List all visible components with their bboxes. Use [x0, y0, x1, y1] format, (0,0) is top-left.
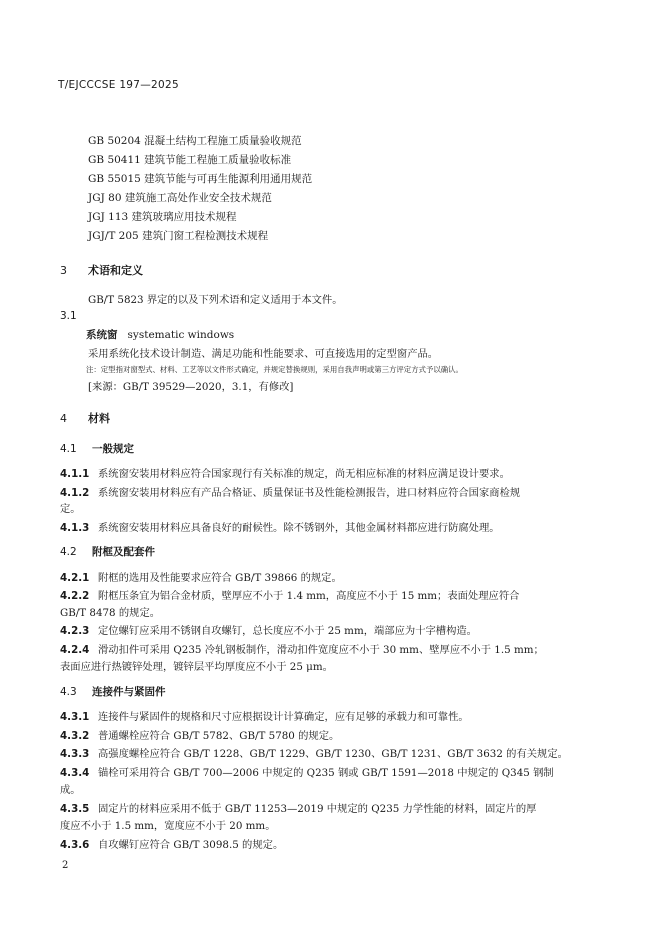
page-number: 2	[62, 860, 69, 871]
clause-4-3-5	[60, 800, 536, 815]
clause-text: 系统窗安装用材料应有产品合格证、质量保证书及性能检测报告，进口材料应符合国家商检规	[98, 487, 521, 499]
clause-number: 4.2.2	[60, 590, 90, 602]
clause-number: 4.3.3	[60, 748, 90, 760]
clause-4-2-2	[60, 587, 519, 602]
reference-item: JGJ 80 建筑施工高处作业安全技术规范	[88, 192, 272, 204]
clause-number: 4.2.3	[60, 625, 90, 637]
term-en: systematic windows	[127, 329, 235, 341]
term-zh: 系统窗	[86, 329, 118, 341]
document-id: T/EJCCCSE 197—2025	[58, 79, 179, 91]
clause-number: 4.2.1	[60, 572, 90, 584]
subsection-heading-4-2	[60, 544, 155, 559]
clause-number: 4.3.6	[60, 839, 90, 851]
section-intro: GB/T 5823 界定的以及下列术语和定义适用于本文件。	[88, 294, 343, 306]
section-number: 4	[60, 412, 67, 425]
reference-item: JGJ/T 205 建筑门窗工程检测技术规程	[88, 230, 269, 242]
clause-4-2-1	[60, 569, 342, 584]
clause-continuation: 成。	[60, 784, 81, 796]
section-title: 材料	[88, 412, 110, 425]
clause-number: 4.3.1	[60, 711, 90, 723]
clause-4-2-3	[60, 622, 477, 637]
clause-4-3-3	[60, 745, 568, 760]
subsection-title: 连接件与紧固件	[92, 686, 166, 698]
term-number: 3.1	[60, 310, 77, 322]
clause-4-2-4	[60, 641, 544, 656]
subsection-title: 一般规定	[92, 443, 134, 455]
clause-text: 定位螺钉应采用不锈钢自攻螺钉，总长度应不小于 25 mm，端部应为十字槽构造。	[98, 625, 477, 637]
reference-item: GB 50411 建筑节能工程施工质量验收标准	[88, 154, 292, 166]
clause-text: 高强度螺栓应符合 GB/T 1228、GB/T 1229、GB/T 1230、GB/T 1231、GB/T 3632 的有关规定。	[98, 748, 568, 760]
section-heading-3	[60, 262, 143, 278]
term-title	[86, 327, 234, 342]
clause-text: 系统窗安装用材料应具备良好的耐候性。除不锈钢外，其他金属材料都应进行防腐处理。	[98, 522, 500, 534]
clause-text: 固定片的材料应采用不低于 GB/T 11253—2019 中规定的 Q235 力学性能的材料，固定片的厚	[98, 803, 537, 815]
clause-text: 普通螺栓应符合 GB/T 5782、GB/T 5780 的规定。	[98, 730, 340, 742]
subsection-number: 4.3	[60, 686, 77, 698]
clause-number: 4.3.4	[60, 767, 90, 779]
section-title: 术语和定义	[88, 264, 143, 277]
clause-text: 附框的选用及性能要求应符合 GB/T 39866 的规定。	[98, 572, 342, 584]
clause-4-3-1	[60, 708, 469, 723]
subsection-number: 4.1	[60, 443, 77, 455]
clause-text: 连接件与紧固件的规格和尺寸应根据设计计算确定，应有足够的承载力和可靠性。	[98, 711, 469, 723]
term-source: [来源：GB/T 39529—2020，3.1，有修改]	[88, 381, 294, 393]
clause-4-1-1	[60, 465, 510, 480]
clause-number: 4.1.3	[60, 522, 90, 534]
clause-continuation: 度应不小于 1.5 mm，宽度应不小于 20 mm。	[60, 820, 276, 832]
subsection-number: 4.2	[60, 546, 77, 558]
term-definition: 采用系统化技术设计制造、满足功能和性能要求、可直接选用的定型窗产品。	[88, 348, 439, 360]
clause-4-3-6	[60, 836, 283, 851]
clause-4-1-3	[60, 519, 500, 534]
clause-continuation: 表面应进行热镀锌处理，镀锌层平均厚度应不小于 25 μm。	[60, 661, 333, 673]
clause-number: 4.1.2	[60, 487, 90, 499]
subsection-heading-4-3	[60, 684, 166, 699]
clause-text: 附框压条宜为铝合金材质，壁厚应不小于 1.4 mm，高度应不小于 15 mm；表面处理应符合	[98, 590, 520, 602]
subsection-heading-4-1	[60, 441, 134, 456]
clause-text: 自攻螺钉应符合 GB/T 3098.5 的规定。	[98, 839, 284, 851]
section-number: 3	[60, 264, 67, 277]
clause-text: 滑动扣件可采用 Q235 冷轧钢板制作，滑动扣件宽度应不小于 30 mm、壁厚应不小于 1.5 mm；	[98, 644, 544, 656]
reference-item: GB 50204 混凝土结构工程施工质量验收规范	[88, 135, 302, 147]
clause-4-1-2	[60, 484, 520, 499]
reference-item: JGJ 113 建筑玻璃应用技术规程	[88, 211, 237, 223]
clause-4-3-4	[60, 764, 554, 779]
clause-number: 4.1.1	[60, 468, 90, 480]
clause-number: 4.2.4	[60, 644, 90, 656]
clause-continuation: GB/T 8478 的规定。	[60, 607, 161, 619]
reference-item: GB 55015 建筑节能与可再生能源利用通用规范	[88, 173, 313, 185]
clause-number: 4.3.5	[60, 803, 90, 815]
clause-continuation: 定。	[60, 503, 81, 515]
clause-4-3-2	[60, 727, 339, 742]
clause-number: 4.3.2	[60, 730, 90, 742]
subsection-title: 附框及配套件	[92, 546, 155, 558]
term-note: 注：定型指对窗型式、材料、工艺等以文件形式确定，并规定替换规则，采用自我声明或第三方评定方式予以确认。	[86, 365, 463, 374]
clause-text: 锚栓可采用符合 GB/T 700—2006 中规定的 Q235 钢或 GB/T 1591—2018 中规定的 Q345 钢制	[98, 767, 554, 779]
section-heading-4	[60, 410, 110, 426]
clause-text: 系统窗安装用材料应符合国家现行有关标准的规定，尚无相应标准的材料应满足设计要求。	[98, 468, 510, 480]
